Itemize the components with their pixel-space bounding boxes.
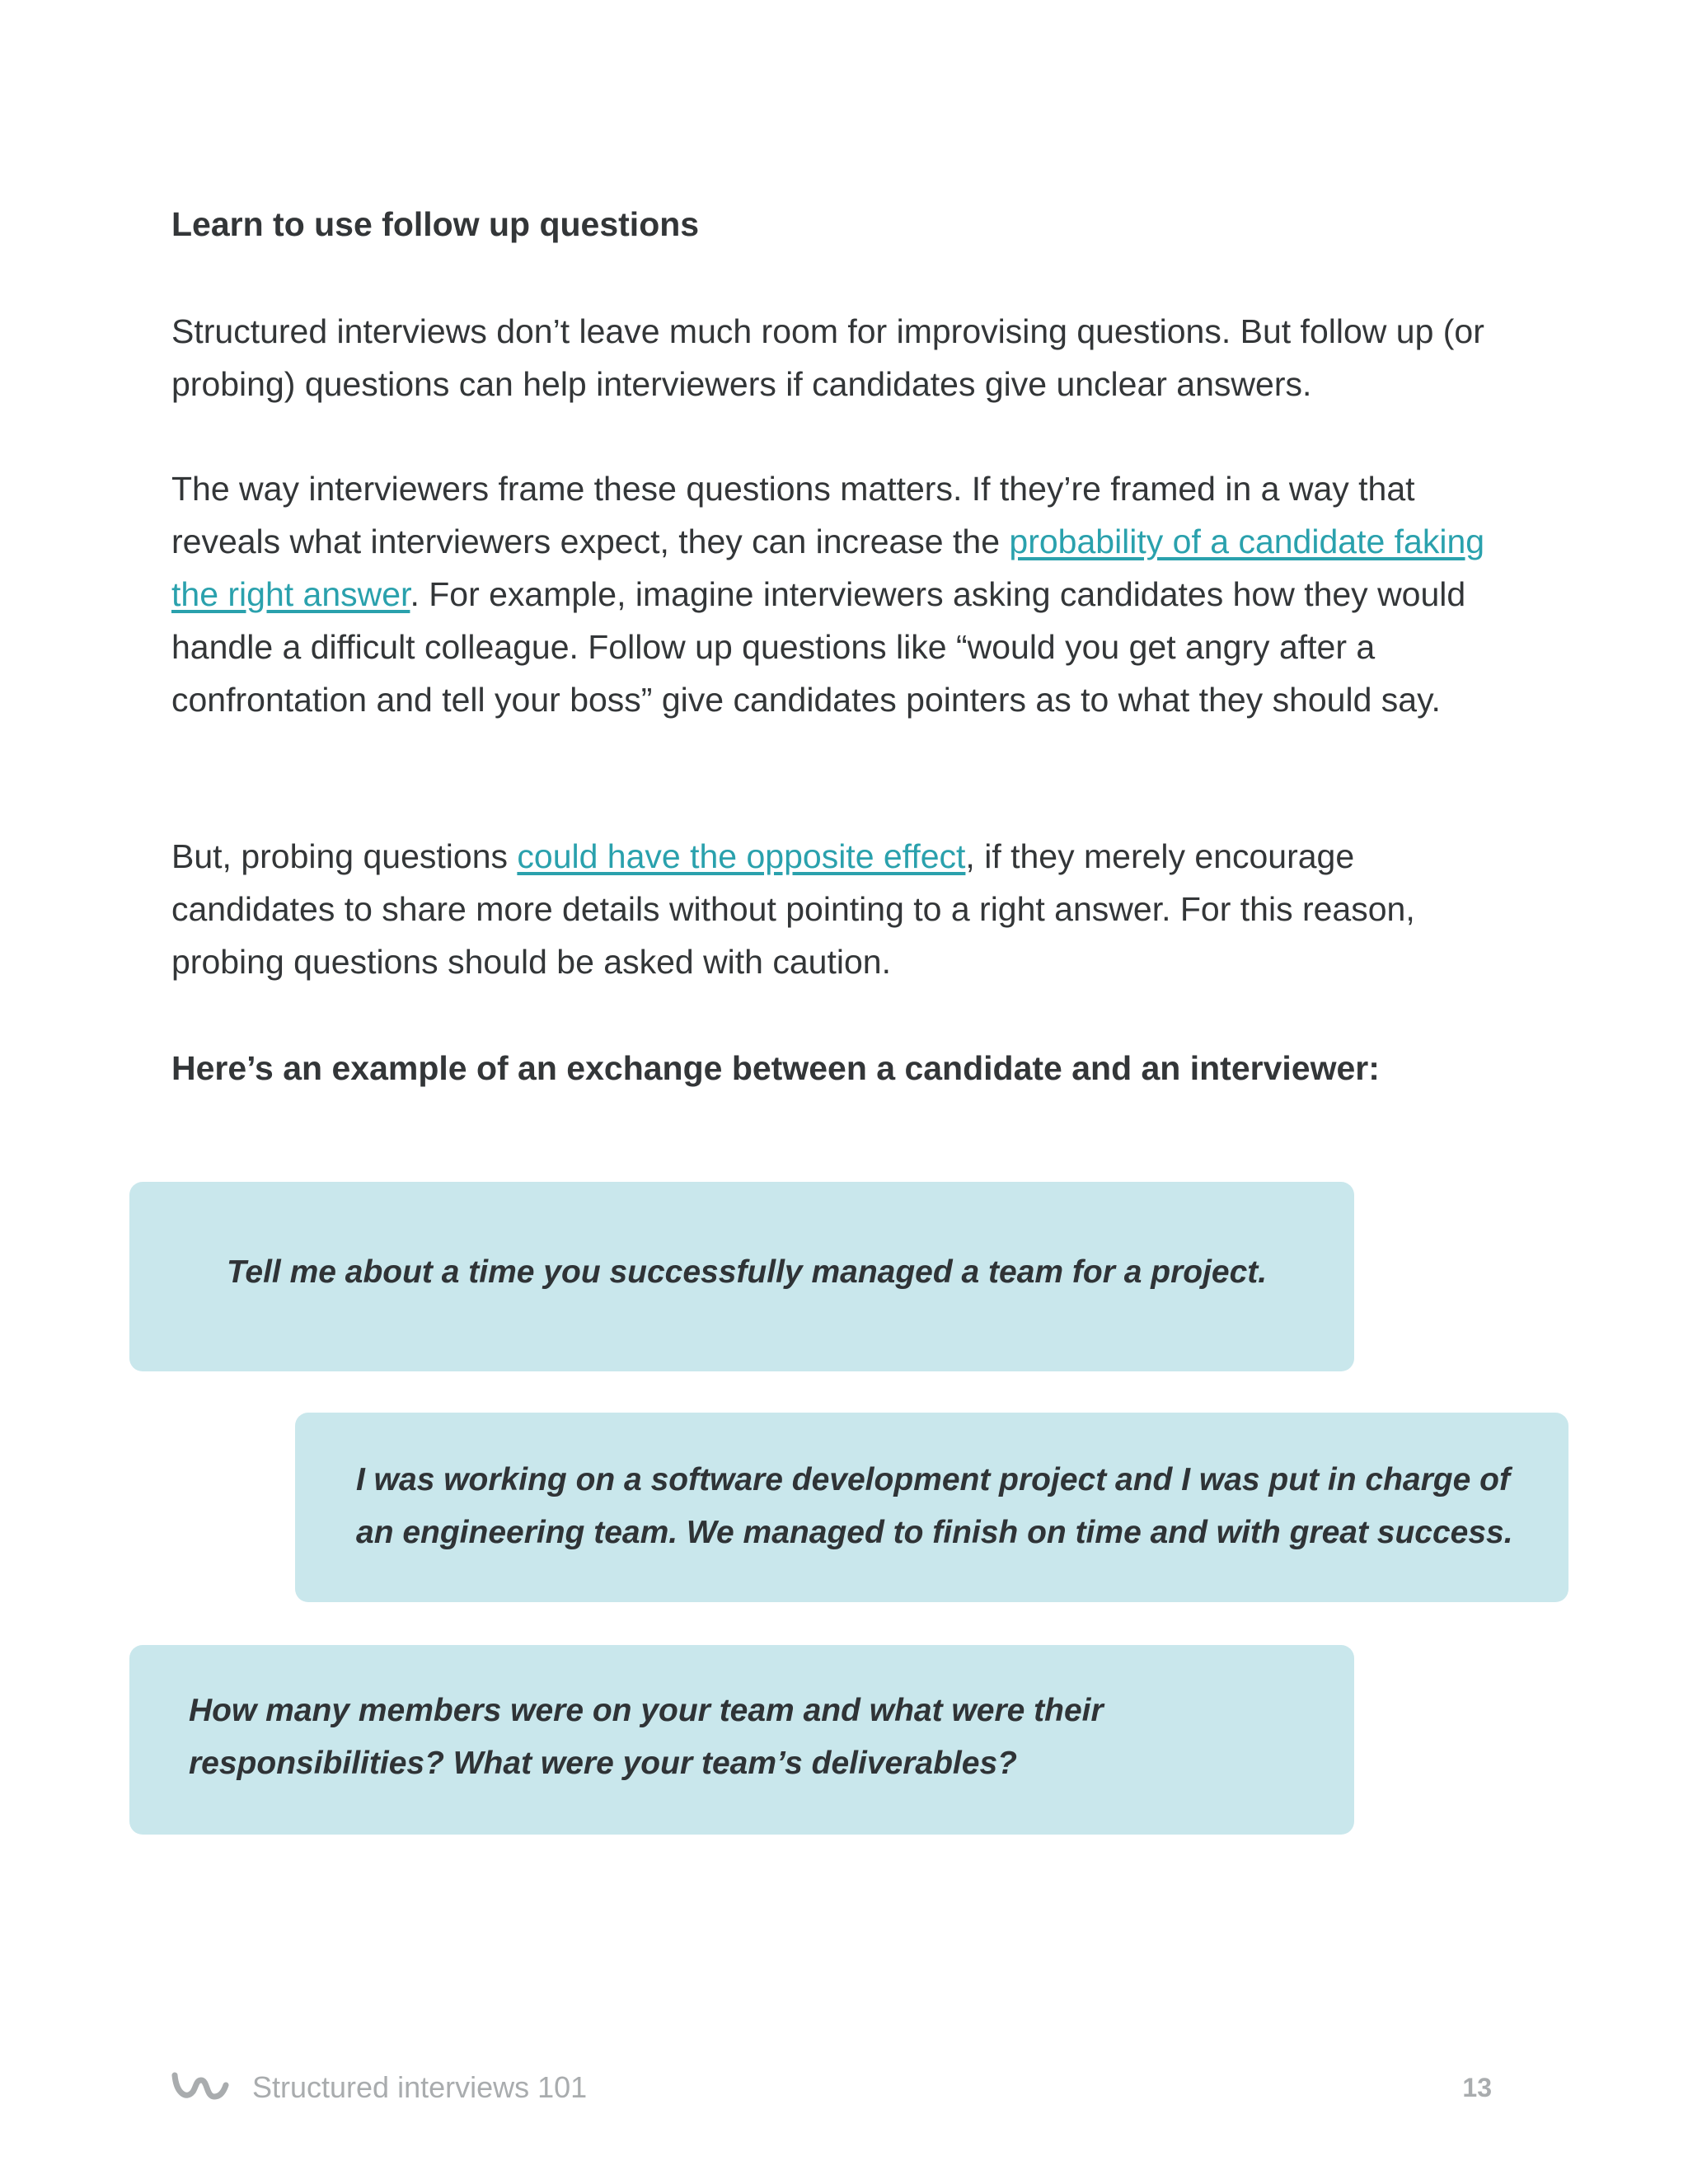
opposite-effect-link[interactable]: could have the opposite effect <box>517 837 966 875</box>
section-heading: Learn to use follow up questions <box>171 205 700 243</box>
footer-page-number: 13 <box>1462 2073 1492 2102</box>
candidate-answer-bubble <box>295 1413 1568 1602</box>
candidate-answer-text: I was working on a software development project and I was put in charge of an engineering team. We managed to finish on time and with great success. <box>356 1462 1513 1550</box>
paragraph-framing-text-before: The way interviewers frame these questions matters. If they’re framed in a way that reveals what interviewers expect, they can increase the <box>171 470 1415 560</box>
paragraph-framing <box>171 462 1490 726</box>
interviewer-question-text: Tell me about a time you successfully managed a team for a project. <box>227 1254 1268 1290</box>
paragraph-probing-text-before: But, probing questions <box>171 837 518 875</box>
probability-faking-link[interactable]: probability of a candidate faking the right answer <box>171 523 1485 613</box>
paragraph-probing <box>171 830 1490 988</box>
interviewer-question-bubble <box>129 1182 1354 1371</box>
paragraph-intro: Structured interviews don’t leave much room for improvising questions. But follow up (or probing) questions can help interviewers if candidates give unclear answers. <box>171 312 1484 403</box>
paragraph-probing-text-after: , if they merely encourage candidates to share more details without pointing to a right answer. For this reason, probing questions should be asked with caution. <box>171 837 1415 981</box>
footer-document-title: Structured interviews 101 <box>252 2070 588 2104</box>
interviewer-followup-text: How many members were on your team and what were their responsibilities? What were your team’s deliverables? <box>189 1693 1104 1781</box>
workable-logo-icon <box>171 2069 229 2105</box>
exchange-subheading: Here’s an example of an exchange between a candidate and an interviewer: <box>171 1049 1380 1087</box>
interviewer-followup-bubble <box>129 1645 1354 1835</box>
paragraph-framing-text-after: . For example, imagine interviewers asking candidates how they would handle a difficult colleague. Follow up questions like “would you get angry after a confrontation and tell your boss” give candidates pointers as to what they should say. <box>171 575 1466 719</box>
